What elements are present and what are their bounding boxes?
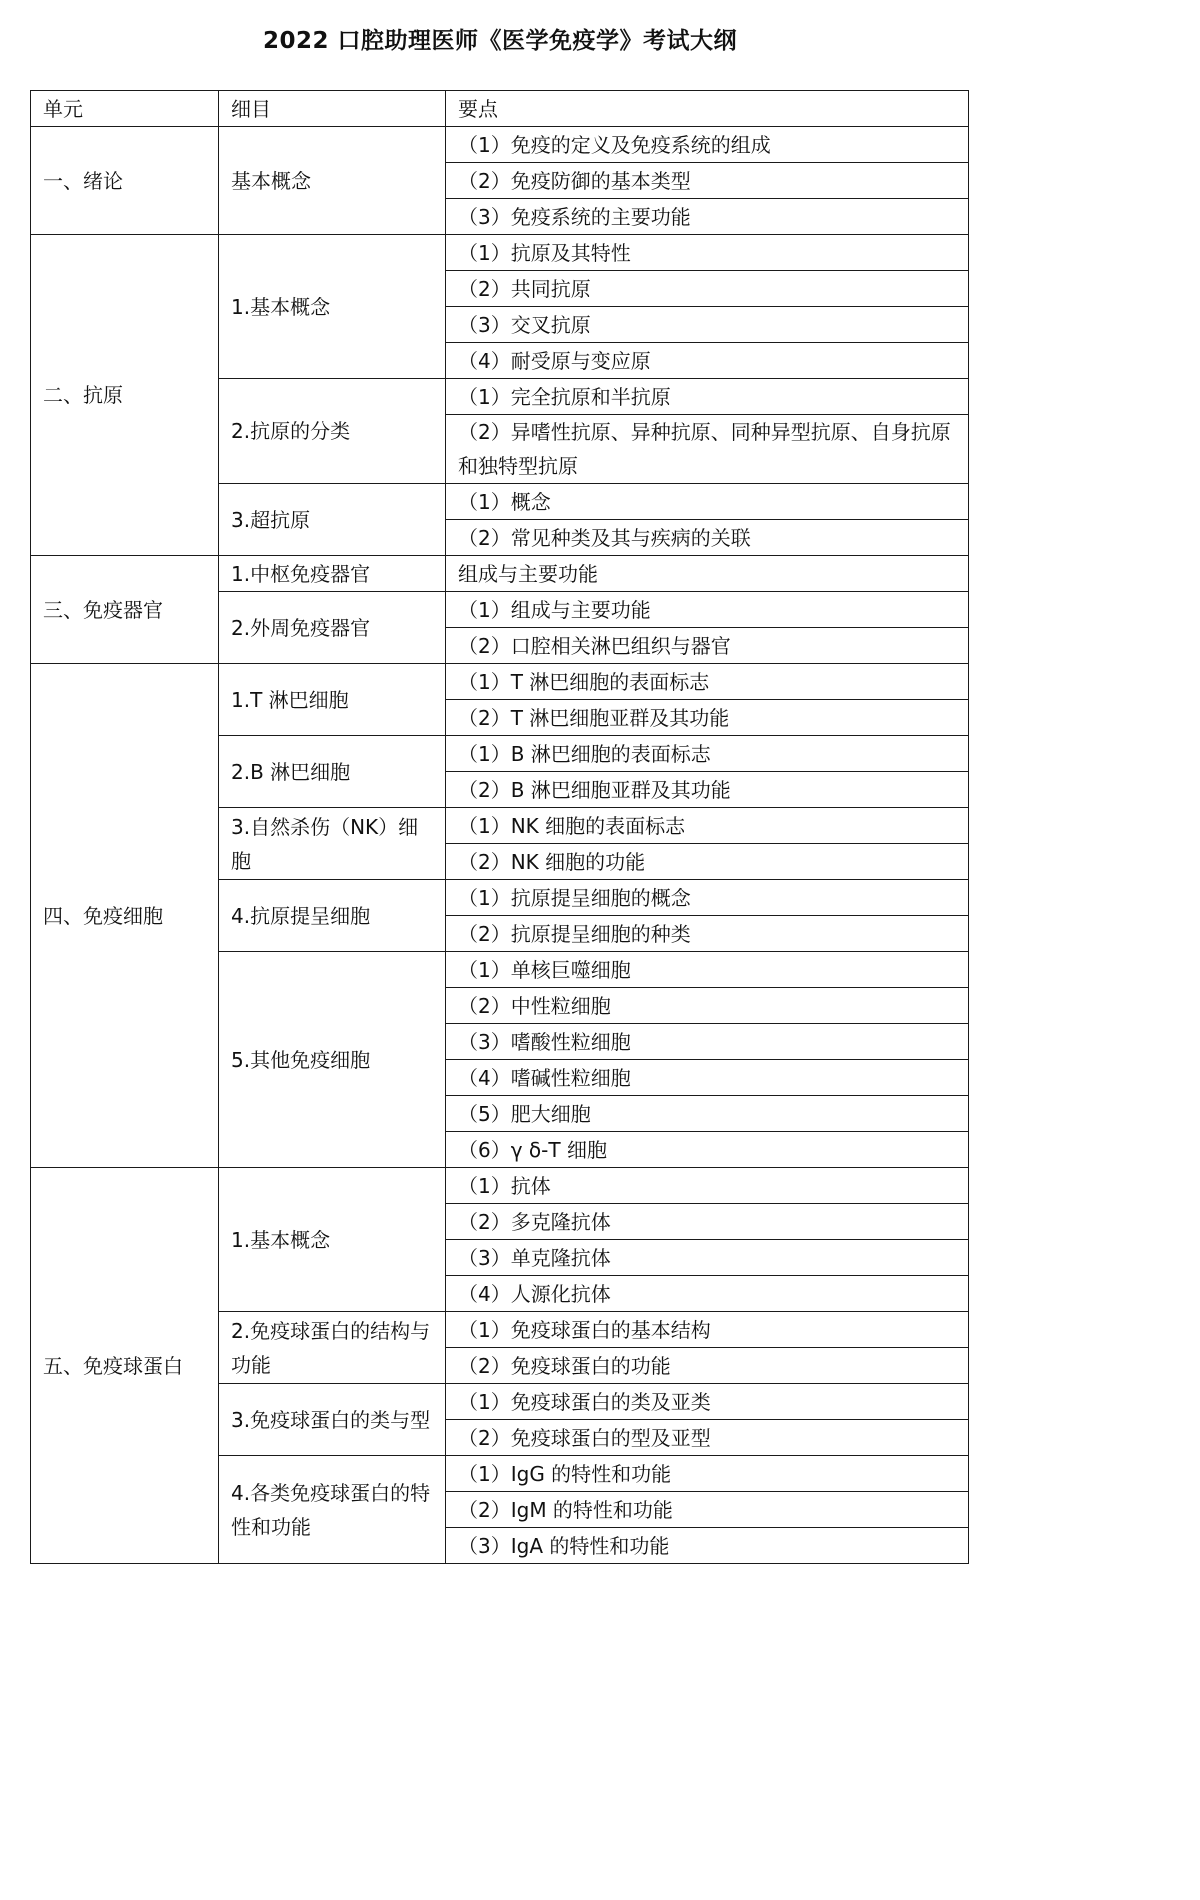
point-cell: （2）常见种类及其与疾病的关联: [446, 520, 969, 556]
point-cell: （1）B 淋巴细胞的表面标志: [446, 736, 969, 772]
detail-cell: 4.各类免疫球蛋白的特性和功能: [219, 1456, 446, 1564]
point-cell: （2）免疫球蛋白的型及亚型: [446, 1420, 969, 1456]
unit-cell: 三、免疫器官: [31, 556, 219, 664]
point-cell: （2）T 淋巴细胞亚群及其功能: [446, 700, 969, 736]
point-cell: （2）B 淋巴细胞亚群及其功能: [446, 772, 969, 808]
point-cell: （1）免疫球蛋白的类及亚类: [446, 1384, 969, 1420]
unit-cell: 一、绪论: [31, 127, 219, 235]
point-cell: （1）抗原及其特性: [446, 235, 969, 271]
detail-cell: 基本概念: [219, 127, 446, 235]
detail-cell: 3.免疫球蛋白的类与型: [219, 1384, 446, 1456]
point-cell: （2）异嗜性抗原、异种抗原、同种异型抗原、自身抗原和独特型抗原: [446, 415, 969, 484]
detail-cell: 3.超抗原: [219, 484, 446, 556]
point-cell: （2）多克隆抗体: [446, 1204, 969, 1240]
point-cell: 组成与主要功能: [446, 556, 969, 592]
detail-cell: 1.基本概念: [219, 235, 446, 379]
detail-cell: 4.抗原提呈细胞: [219, 880, 446, 952]
point-cell: （4）嗜碱性粒细胞: [446, 1060, 969, 1096]
point-cell: （3）嗜酸性粒细胞: [446, 1024, 969, 1060]
detail-cell: 5.其他免疫细胞: [219, 952, 446, 1168]
header-points: 要点: [446, 91, 969, 127]
detail-cell: 2.外周免疫器官: [219, 592, 446, 664]
header-row: [31, 91, 969, 127]
point-cell: （2）免疫球蛋白的功能: [446, 1348, 969, 1384]
point-cell: （2）抗原提呈细胞的种类: [446, 916, 969, 952]
page-title: 2022 口腔助理医师《医学免疫学》考试大纲: [262, 28, 738, 54]
table-row: [31, 664, 969, 700]
point-cell: （1）IgG 的特性和功能: [446, 1456, 969, 1492]
point-cell: （2）NK 细胞的功能: [446, 844, 969, 880]
table-row: [31, 127, 969, 163]
header-detail: 细目: [219, 91, 446, 127]
point-cell: （2）中性粒细胞: [446, 988, 969, 1024]
point-cell: （4）人源化抗体: [446, 1276, 969, 1312]
point-cell: （1）概念: [446, 484, 969, 520]
point-cell: （1）完全抗原和半抗原: [446, 379, 969, 415]
point-cell: （1）NK 细胞的表面标志: [446, 808, 969, 844]
point-cell: （1）组成与主要功能: [446, 592, 969, 628]
detail-cell: 1.中枢免疫器官: [219, 556, 446, 592]
point-cell: （3）单克隆抗体: [446, 1240, 969, 1276]
syllabus-table: [30, 90, 969, 1564]
point-cell: （1）抗体: [446, 1168, 969, 1204]
point-cell: （5）肥大细胞: [446, 1096, 969, 1132]
point-cell: （1）免疫球蛋白的基本结构: [446, 1312, 969, 1348]
table-row: [31, 556, 969, 592]
point-cell: （2）口腔相关淋巴组织与器官: [446, 628, 969, 664]
detail-cell: 2.B 淋巴细胞: [219, 736, 446, 808]
table-row: [31, 235, 969, 271]
syllabus-body: [31, 127, 969, 1564]
point-cell: （2）IgM 的特性和功能: [446, 1492, 969, 1528]
point-cell: （6）γ δ-T 细胞: [446, 1132, 969, 1168]
point-cell: （1）免疫的定义及免疫系统的组成: [446, 127, 969, 163]
point-cell: （4）耐受原与变应原: [446, 343, 969, 379]
table-row: [31, 1168, 969, 1204]
point-cell: （2）共同抗原: [446, 271, 969, 307]
detail-cell: 1.T 淋巴细胞: [219, 664, 446, 736]
unit-cell: 五、免疫球蛋白: [31, 1168, 219, 1564]
header-unit: 单元: [31, 91, 219, 127]
point-cell: （1）抗原提呈细胞的概念: [446, 880, 969, 916]
unit-cell: 四、免疫细胞: [31, 664, 219, 1168]
point-cell: （3）交叉抗原: [446, 307, 969, 343]
point-cell: （3）IgA 的特性和功能: [446, 1528, 969, 1564]
point-cell: （3）免疫系统的主要功能: [446, 199, 969, 235]
point-cell: （1）T 淋巴细胞的表面标志: [446, 664, 969, 700]
point-cell: （2）免疫防御的基本类型: [446, 163, 969, 199]
detail-cell: 3.自然杀伤（NK）细胞: [219, 808, 446, 880]
unit-cell: 二、抗原: [31, 235, 219, 556]
point-cell: （1）单核巨噬细胞: [446, 952, 969, 988]
detail-cell: 1.基本概念: [219, 1168, 446, 1312]
detail-cell: 2.免疫球蛋白的结构与功能: [219, 1312, 446, 1384]
detail-cell: 2.抗原的分类: [219, 379, 446, 484]
